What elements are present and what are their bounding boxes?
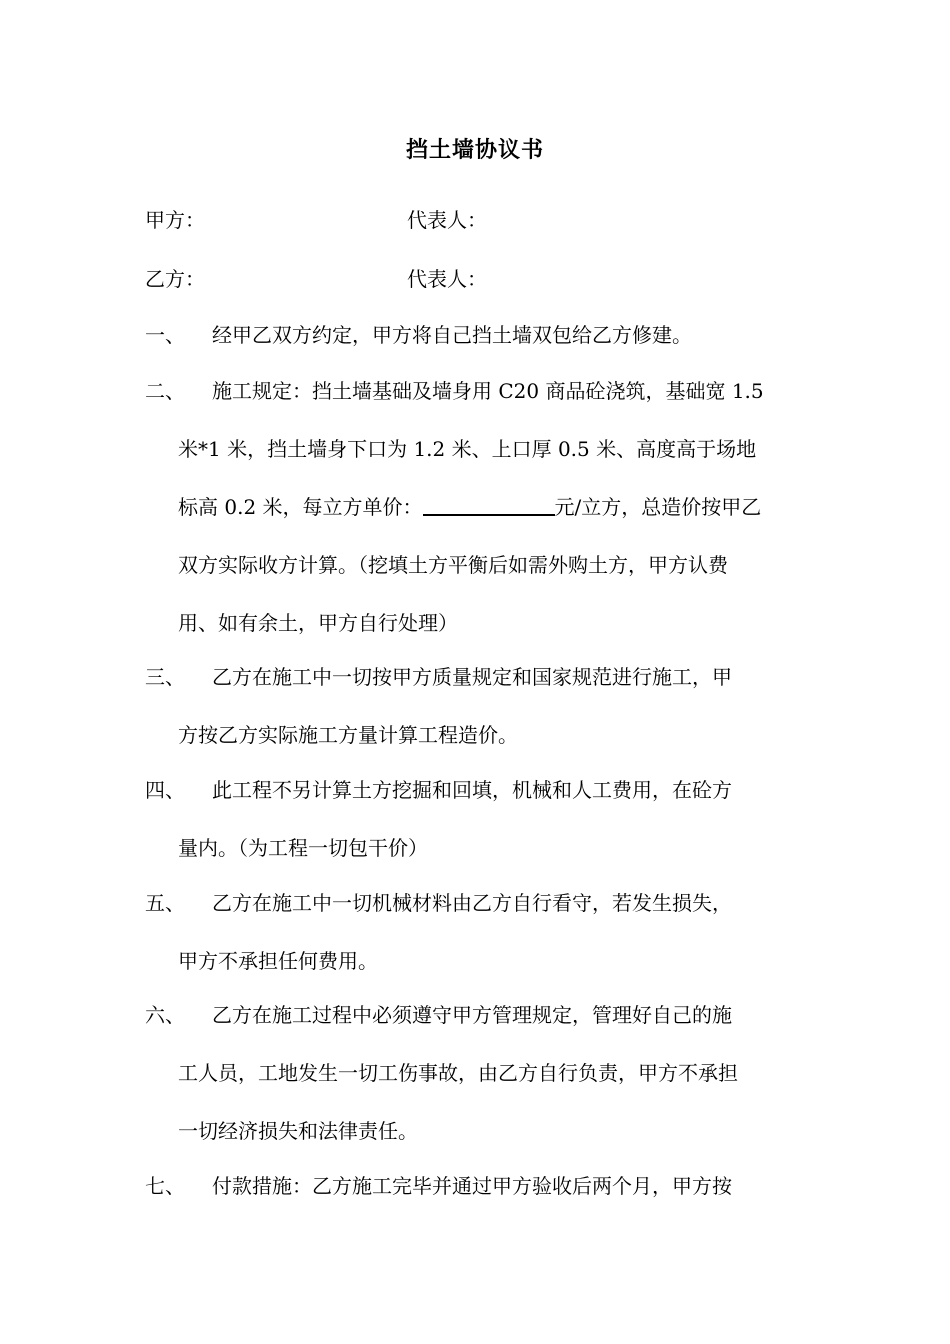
clause-line: 施工规定：挡土墙基础及墙身用 C20 商品砼浇筑，基础宽 1.5 bbox=[212, 379, 764, 403]
clause-line: 乙方在施工中一切按甲方质量规定和国家规范进行施工，甲 bbox=[212, 665, 732, 689]
clause-line: 一切经济损失和法律责任。 bbox=[178, 1119, 418, 1143]
party-b-line bbox=[145, 264, 825, 294]
clause-3 bbox=[145, 648, 810, 764]
clause-line: 量内。（为工程一切包干价） bbox=[178, 836, 428, 860]
clause-line: 此工程不另计算土方挖掘和回填，机械和人工费用，在砼方 bbox=[212, 778, 732, 802]
unit-price-blank[interactable] bbox=[423, 496, 555, 516]
party-a-rep-label: 代表人： bbox=[407, 208, 487, 232]
clause-line: 方按乙方实际施工方量计算工程造价。 bbox=[178, 723, 518, 747]
clause-line: 米*1 米，挡土墙身下口为 1.2 米、上口厚 0.5 米、高度高于场地 bbox=[178, 437, 757, 461]
clause-line: 经甲乙双方约定，甲方将自己挡土墙双包给乙方修建。 bbox=[212, 323, 692, 347]
clause-line: 甲方不承担任何费用。 bbox=[178, 949, 378, 973]
clause-line-part: 标高 0.2 米，每立方单价： bbox=[178, 495, 423, 519]
clause-line-with-blank bbox=[145, 478, 810, 536]
clause-number: 六、 bbox=[145, 1003, 185, 1027]
party-b-label: 乙方： bbox=[145, 267, 205, 291]
clause-line: 乙方在施工中一切机械材料由乙方自行看守，若发生损失， bbox=[212, 891, 732, 915]
clause-number: 一、 bbox=[145, 323, 185, 347]
clause-6 bbox=[145, 986, 810, 1160]
clause-number: 七、 bbox=[145, 1174, 185, 1198]
clause-line-part: 元/立方，总造价按甲乙 bbox=[554, 495, 762, 519]
party-a-label: 甲方： bbox=[145, 208, 205, 232]
clause-line: 付款措施：乙方施工完毕并通过甲方验收后两个月，甲方按 bbox=[212, 1174, 732, 1198]
clause-line: 用、如有余土，甲方自行处理） bbox=[178, 611, 458, 635]
clause-2 bbox=[145, 362, 810, 652]
clause-number: 三、 bbox=[145, 665, 185, 689]
party-a-line bbox=[145, 205, 825, 235]
document-title: 挡土墙协议书 bbox=[405, 137, 544, 163]
clause-1 bbox=[145, 306, 810, 364]
clause-number: 二、 bbox=[145, 379, 185, 403]
party-b-rep-label: 代表人： bbox=[407, 267, 487, 291]
clause-number: 四、 bbox=[145, 778, 185, 802]
clause-line: 双方实际收方计算。（挖填土方平衡后如需外购土方，甲方认费 bbox=[178, 553, 728, 577]
clause-7 bbox=[145, 1157, 810, 1215]
clause-line: 工人员，工地发生一切工伤事故，由乙方自行负责，甲方不承担 bbox=[178, 1061, 738, 1085]
clause-5 bbox=[145, 874, 810, 990]
clause-line: 乙方在施工过程中必须遵守甲方管理规定，管理好自己的施 bbox=[212, 1003, 732, 1027]
clause-4 bbox=[145, 761, 810, 877]
clause-number: 五、 bbox=[145, 891, 185, 915]
